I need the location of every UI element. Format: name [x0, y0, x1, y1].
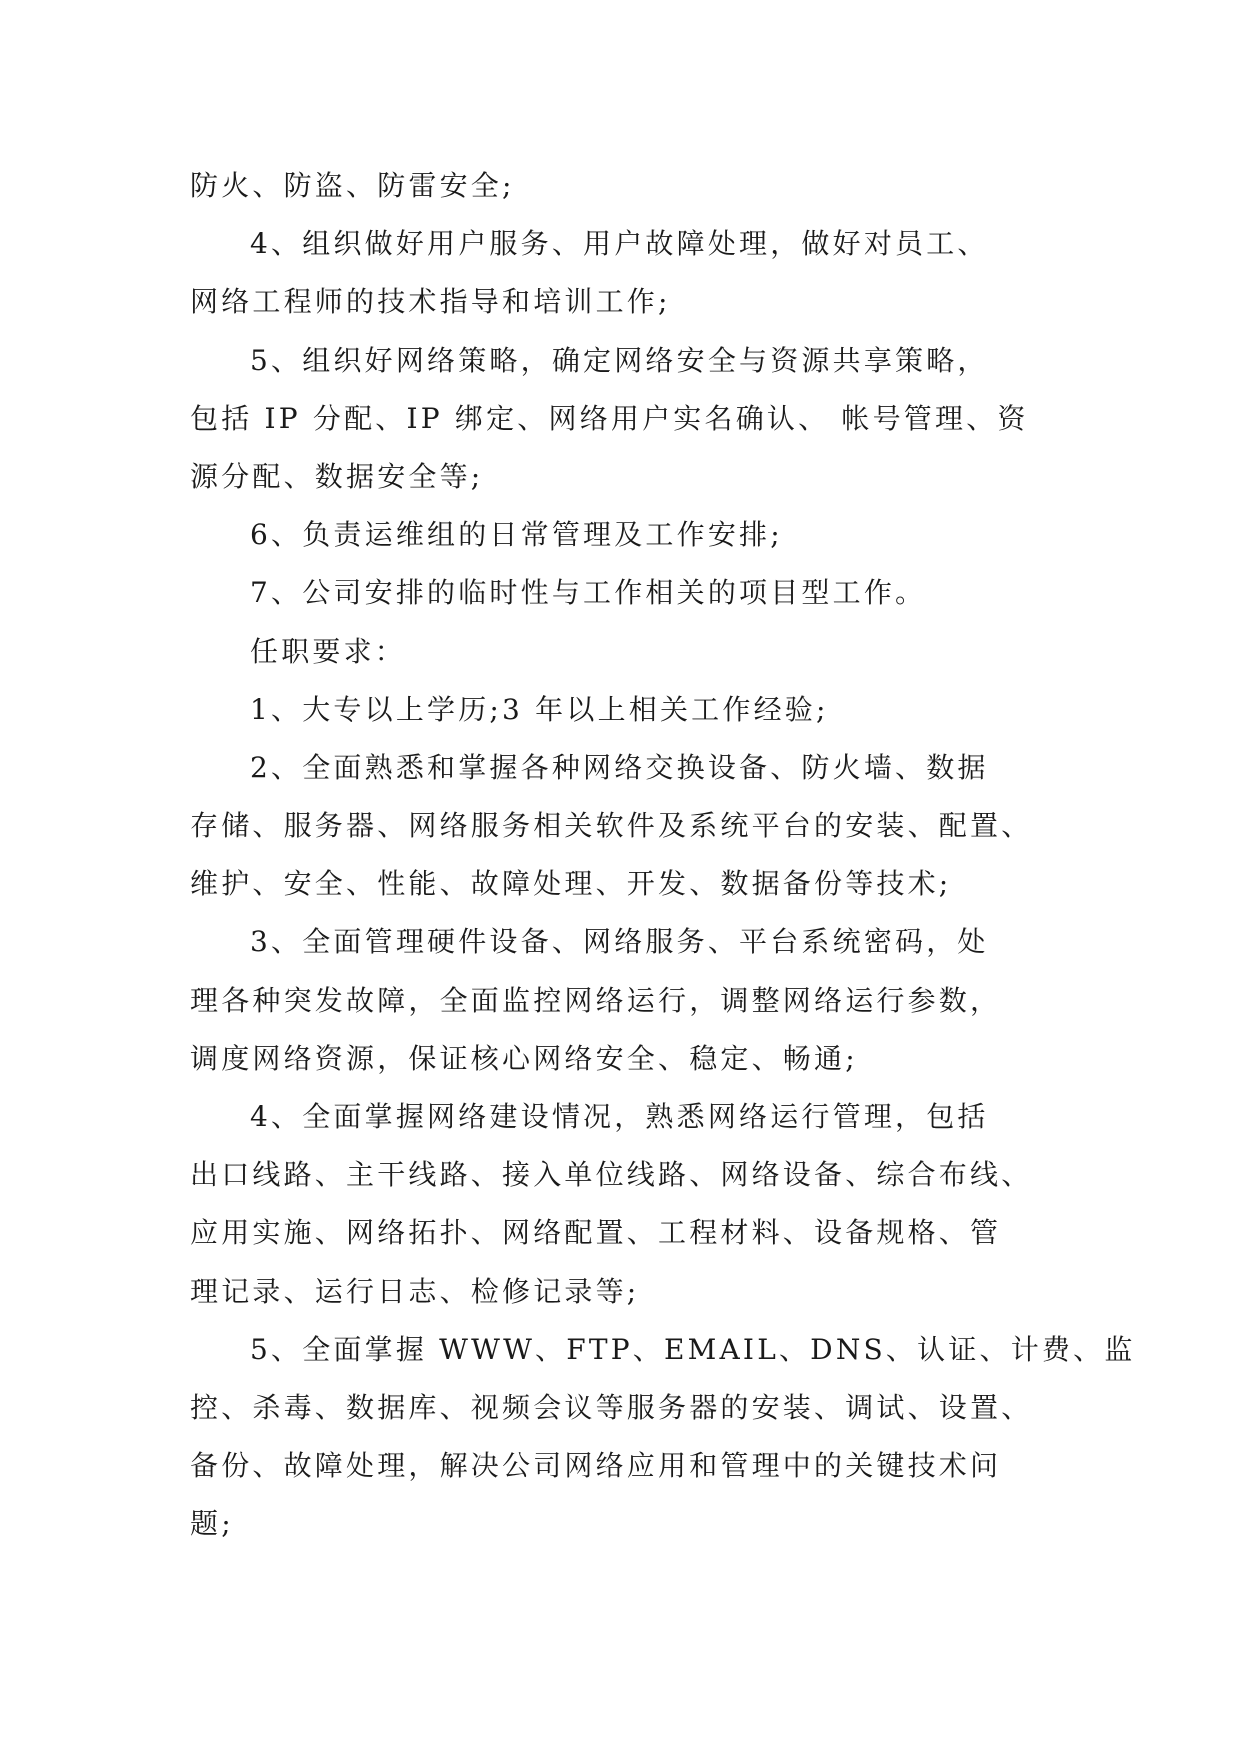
- text-line: 网络工程师的技术指导和培训工作;: [190, 285, 671, 319]
- text-line: 题;: [190, 1507, 234, 1541]
- text-line: 源分配、数据安全等;: [190, 459, 484, 493]
- text-line: 理记录、运行日志、检修记录等;: [190, 1274, 640, 1308]
- text-line: 5、组织好网络策略，确定网络安全与资源共享策略，: [250, 343, 989, 377]
- text-line: 维护、安全、性能、故障处理、开发、数据备份等技术;: [190, 867, 952, 901]
- text-line: 理各种突发故障，全面监控网络运行，调整网络运行参数，: [190, 983, 1002, 1017]
- text-line: 控、杀毒、数据库、视频会议等服务器的安装、调试、设置、: [190, 1390, 1033, 1424]
- text-line: 备份、故障处理，解决公司网络应用和管理中的关键技术问: [190, 1449, 1002, 1483]
- text-line: 存储、服务器、网络服务相关软件及系统平台的安装、配置、: [190, 809, 1033, 843]
- text-line: 6、负责运维组的日常管理及工作安排;: [250, 518, 783, 552]
- text-line: 2、全面熟悉和掌握各种网络交换设备、防火墙、数据: [250, 750, 989, 784]
- text-line: 7、公司安排的临时性与工作相关的项目型工作。: [250, 576, 927, 610]
- text-line: 包括 IP 分配、IP 绑定、网络用户实名确认、 帐号管理、资: [190, 401, 1029, 435]
- text-line: 出口线路、主干线路、接入单位线路、网络设备、综合布线、: [190, 1158, 1033, 1192]
- text-line: 防火、防盗、防雷安全;: [190, 169, 515, 202]
- text-line: 任职要求：: [250, 634, 407, 668]
- text-line: 应用实施、网络拓扑、网络配置、工程材料、设备规格、管: [190, 1216, 1002, 1250]
- text-line: 调度网络资源，保证核心网络安全、稳定、畅通;: [190, 1041, 858, 1075]
- document-body: [190, 157, 1136, 1554]
- text-line: 5、全面掌握 WWW、FTP、EMAIL、DNS、认证、计费、监: [250, 1332, 1136, 1366]
- text-line: 1、大专以上学历;3 年以上相关工作经验;: [250, 692, 829, 726]
- text-line: 3、全面管理硬件设备、网络服务、平台系统密码，处: [250, 925, 989, 959]
- text-line: 4、全面掌握网络建设情况，熟悉网络运行管理，包括: [250, 1100, 989, 1133]
- text-line: 4、组织做好用户服务、用户故障处理，做好对员工、: [250, 227, 989, 261]
